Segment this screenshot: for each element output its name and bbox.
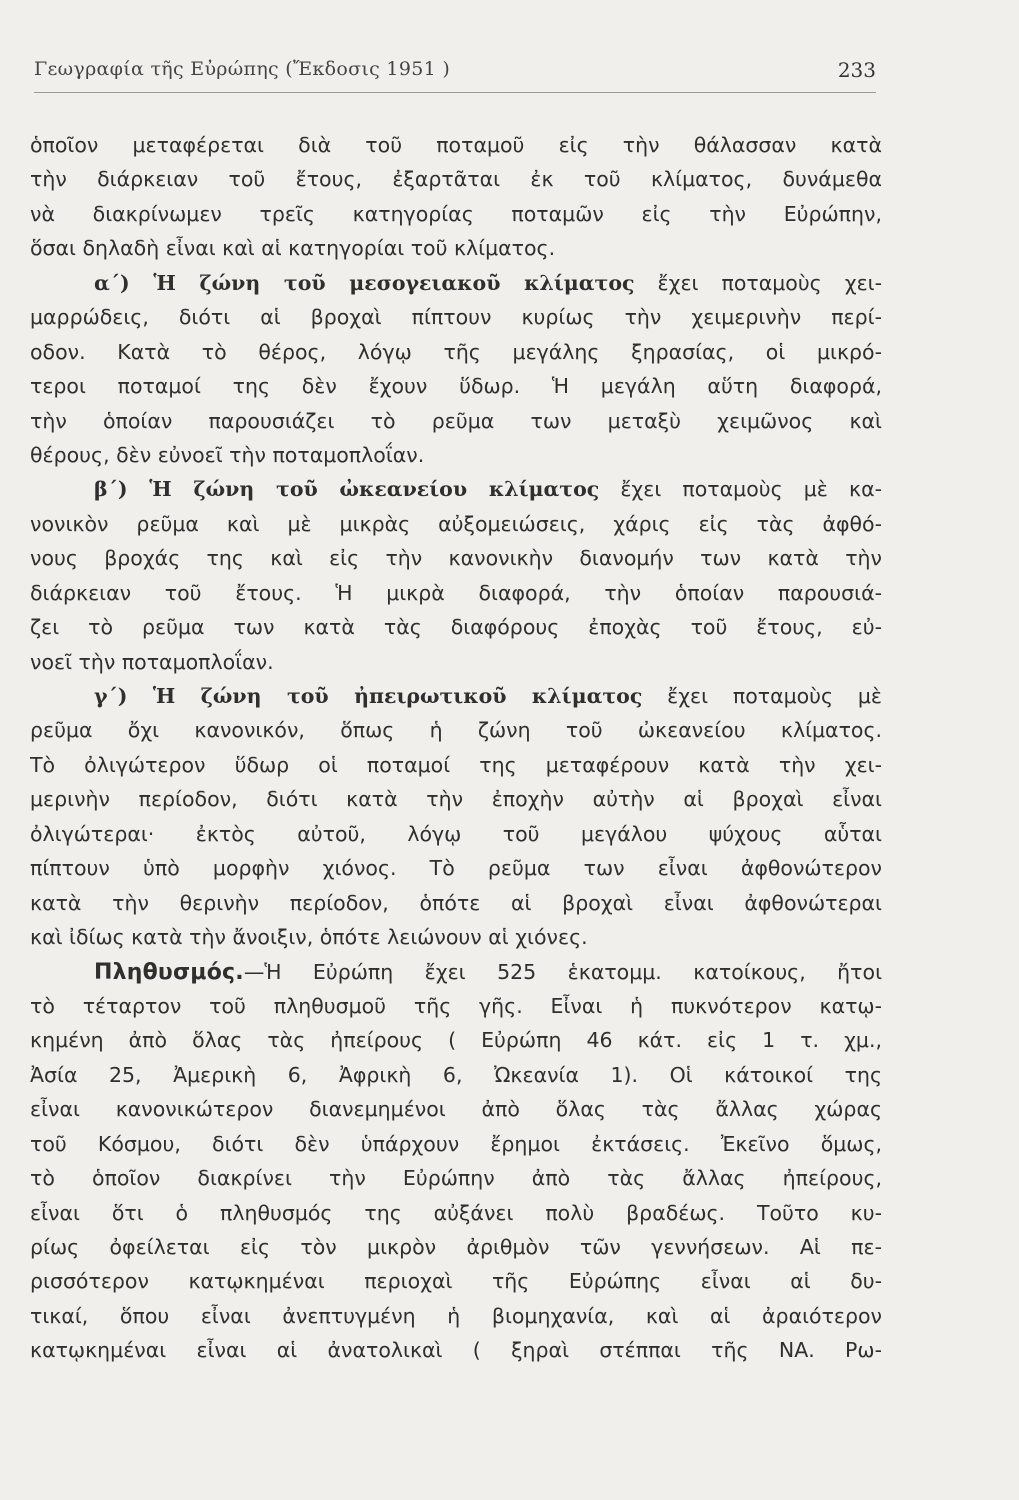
text-line: μερινὴν περίοδον, διότι κατὰ τὴν ἐποχὴν αὐτὴν αἱ βροχαὶ εἶναι (30, 787, 882, 812)
text-line: μαρρώδεις, διότι αἱ βροχαὶ πίπτουν κυρίως τὴν χειμερινὴν περί- (30, 305, 882, 330)
climate-zone-heading: β΄) Ἡ ζώνη τοῦ ὠκεανείου κλίματος (94, 477, 600, 502)
text-line: τοῦ Κόσμου, διότι δὲν ὑπάρχουν ἔρημοι ἐκτάσεις. Ἐκεῖνο ὅμως, (30, 1131, 882, 1156)
climate-zone-heading: α΄) Ἡ ζώνη τοῦ μεσογειακοῦ κλίματος (94, 270, 635, 295)
text-line (30, 955, 882, 989)
text-span: ἔχει ποταμοὺς μὲ (642, 684, 882, 708)
text-line: Ἀσία 25, Ἀμερικὴ 6, Ἀφρικὴ 6, Ὠκεανία 1). Οἱ κάτοικοί της (30, 1062, 882, 1087)
text-line: τεροι ποταμοί της δὲν ἔχουν ὕδωρ. Ἡ μεγάλη αὕτη διαφορά, (30, 374, 882, 399)
text-line: κατὰ τὴν θερινὴν περίοδον, ὁπότε αἱ βροχαὶ εἶναι ἀφθονώτεραι (30, 890, 882, 915)
text-line: καὶ ἰδίως κατὰ τὴν ἄνοιξιν, ὁπότε λειώνουν αἱ χιόνες. (30, 925, 588, 950)
section-heading: Πληθυσμός. (94, 959, 244, 985)
text-line: κατῳκημέναι εἶναι αἱ ἀνατολικαὶ ( ξηραὶ στέππαι τῆς ΝΑ. Ρω- (30, 1338, 882, 1363)
text-line: ὀλιγώτεραι· ἐκτὸς αὐτοῦ, λόγῳ τοῦ μεγάλου ψύχους αὗται (30, 821, 882, 846)
page-number: 233 (837, 58, 876, 82)
text-line: ὅσαι δηλαδὴ εἶναι καὶ αἱ κατηγορίαι τοῦ κλίματος. (30, 236, 556, 261)
text-line: τὸ τέταρτον τοῦ πληθυσμοῦ τῆς γῆς. Εἶναι ἡ πυκνότερον κατῳ- (30, 993, 882, 1018)
text-line: νοεῖ τὴν ποταμοπλοΐαν. (30, 649, 274, 674)
text-line: Τὸ ὀλιγώτερον ὕδωρ οἱ ποταμοί της μεταφέρουν κατὰ τὴν χει- (30, 752, 882, 777)
text-line: εἶναι ὅτι ὁ πληθυσμός της αὐξάνει πολὺ βραδέως. Τοῦτο κυ- (30, 1200, 882, 1225)
text-line: τὸ ὁποῖον διακρίνει τὴν Εὐρώπην ἀπὸ τὰς ἄλλας ἠπείρους, (30, 1166, 882, 1191)
text-line: ρεῦμα ὄχι κανονικόν, ὅπως ἡ ζώνη τοῦ ὠκεανείου κλίματος. (30, 718, 882, 743)
climate-zone-heading: γ΄) Ἡ ζώνη τοῦ ἠπειρωτικοῦ κλίματος (94, 684, 643, 708)
text-line: ὁποῖον μεταφέρεται διὰ τοῦ ποταμοῦ εἰς τὴν θάλασσαν κατὰ (30, 133, 882, 157)
text-line: κημένη ἀπὸ ὅλας τὰς ἠπείρους ( Εὐρώπη 46 κάτ. εἰς 1 τ. χμ., (30, 1028, 882, 1053)
body-text (30, 128, 882, 1368)
text-line: νονικὸν ρεῦμα καὶ μὲ μικρὰς αὐξομειώσεις, χάρις εἰς τὰς ἀφθό- (30, 511, 882, 536)
text-line: ζει τὸ ρεῦμα των κατὰ τὰς διαφόρους ἐποχὰς τοῦ ἔτους, εὐ- (30, 615, 882, 640)
text-line: πίπτουν ὑπὸ μορφὴν χιόνος. Τὸ ρεῦμα των εἶναι ἀφθονώτερον (30, 856, 882, 881)
text-line: οδον. Κατὰ τὸ θέρος, λόγῳ τῆς μεγάλης ξηρασίας, οἱ μικρό- (30, 339, 882, 364)
header-title: Γεωγραφία τῆς Εὐρώπης (Ἔκδοσις 1951 ) (34, 58, 451, 80)
text-line: ρισσότερον κατῳκημέναι περιοχαὶ τῆς Εὐρώπης εἶναι αἱ δυ- (30, 1269, 882, 1294)
text-span: —Ἡ Εὐρώπη ἔχει 525 ἑκατομμ. κατοίκους, ἤτοι (243, 959, 882, 984)
text-span: ἔχει ποταμοὺς χει- (634, 270, 882, 295)
text-line: διάρκειαν τοῦ ἔτους. Ἡ μικρὰ διαφορά, τὴν ὁποίαν παρουσιά- (30, 580, 882, 605)
text-line: θέρους, δὲν εὐνοεῖ τὴν ποταμοπλοΐαν. (30, 442, 425, 467)
text-line: τὴν ὁποίαν παρουσιάζει τὸ ρεῦμα των μεταξὺ χειμῶνος καὶ (30, 408, 882, 433)
text-line: τικαί, ὅπου εἶναι ἀνεπτυγμένη ἡ βιομηχανία, καὶ αἱ ἀραιότερον (30, 1303, 882, 1328)
running-header (34, 52, 876, 93)
text-line: ρίως ὀφείλεται εἰς τὸν μικρὸν ἀριθμὸν τῶν γεννήσεων. Αἱ πε- (30, 1235, 882, 1259)
text-line: τὴν διάρκειαν τοῦ ἔτους, ἐξαρτᾶται ἐκ τοῦ κλίματος, δυνάμεθα (30, 167, 882, 192)
text-line (30, 472, 882, 506)
text-line: νους βροχάς της καὶ εἰς τὴν κανονικὴν διανομήν των κατὰ τὴν (30, 546, 882, 571)
text-line (30, 266, 882, 300)
text-line (30, 679, 882, 713)
text-span: ἔχει ποταμοὺς μὲ κα- (599, 477, 882, 502)
text-line: νὰ διακρίνωμεν τρεῖς κατηγορίας ποταμῶν εἰς τὴν Εὐρώπην, (30, 201, 882, 226)
text-line: εἶναι κανονικώτερον διανεμημένοι ἀπὸ ὅλας τὰς ἄλλας χώρας (30, 1097, 882, 1122)
